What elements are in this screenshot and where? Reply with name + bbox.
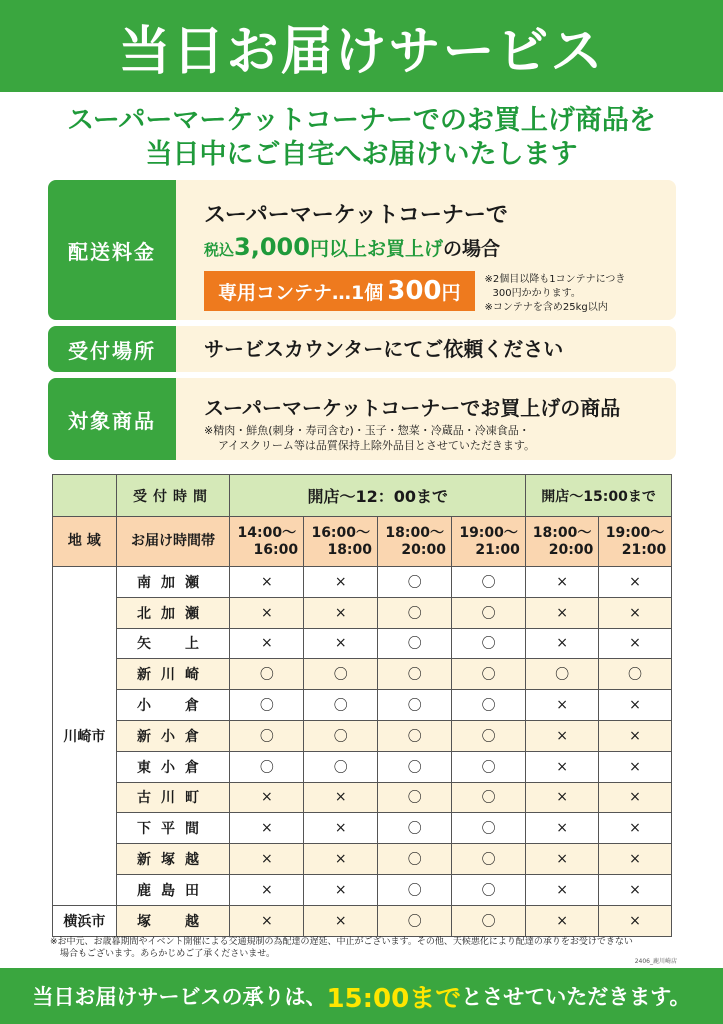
slot-header-5 [599,517,672,567]
slot-to: 21:00 [475,541,520,558]
slot-to: 20:00 [548,541,594,558]
availability-mark: 〇 [378,874,452,905]
availability-mark: × [599,813,672,844]
availability-mark: × [599,567,672,598]
availability-mark: × [599,628,672,659]
slot-to: 21:00 [621,541,667,558]
availability-mark: × [526,782,599,813]
slot-header-3 [452,517,526,567]
table-header-row2 [53,517,672,567]
fee-label: 配送料金 [48,180,176,320]
availability-mark: × [599,720,672,751]
place-body [176,326,676,372]
subtitle [0,104,723,172]
availability-mark: 〇 [230,720,304,751]
availability-mark: × [526,905,599,936]
container-price-unit: 円 [441,281,461,304]
slot-header: お届け時間帯 [116,517,230,567]
fee-line1: スーパーマーケットコーナーで [204,203,508,228]
availability-mark: 〇 [304,720,378,751]
target-body [176,378,676,460]
slot-to: 18:00 [327,541,373,558]
availability-mark: × [599,782,672,813]
fee-amount: 3,000 [234,233,310,261]
area-cell: 北加瀬 [116,597,230,628]
area-cell: 古川町 [116,782,230,813]
availability-mark: × [599,690,672,721]
availability-mark: 〇 [452,597,526,628]
slot-from: 18:00〜 [532,524,592,541]
fee-note1: ※2個目以降も1コンテナにつき [484,274,626,285]
footnote [50,936,680,960]
group2-header: 開店〜15:00まで [526,475,672,517]
table-row [53,751,672,782]
availability-mark: × [526,690,599,721]
table-row [53,874,672,905]
availability-mark: × [599,874,672,905]
availability-mark: × [599,597,672,628]
area-cell: 下平間 [116,813,230,844]
target-note1: ※精肉・鮮魚(刺身・寿司含む)・玉子・惣菜・冷蔵品・冷凍食品・ [204,424,530,437]
availability-mark: 〇 [452,751,526,782]
slot-header-2 [378,517,452,567]
area-cell: 新塚越 [116,844,230,875]
fee-container-row [204,271,676,315]
area-cell: 鹿島田 [116,874,230,905]
slot-header-1 [304,517,378,567]
availability-mark: 〇 [378,751,452,782]
title-banner [0,0,723,92]
area-cell: 南加瀬 [116,567,230,598]
fee-section [48,180,676,320]
bottom-post: とさせていただきます。 [461,985,691,1009]
table-row [53,690,672,721]
store-code: 2406_鹿川崎店 [634,958,677,965]
availability-mark: 〇 [378,567,452,598]
availability-mark: × [526,720,599,751]
slot-from: 19:00〜 [459,524,518,541]
region-header: 地 域 [53,517,117,567]
availability-mark: 〇 [452,628,526,659]
availability-mark: × [230,874,304,905]
availability-mark: × [304,597,378,628]
target-note [204,423,676,453]
availability-mark: × [304,844,378,875]
target-text: スーパーマーケットコーナーでお買上げの商品 [204,396,621,420]
availability-mark: × [526,844,599,875]
availability-mark: × [304,874,378,905]
availability-mark: × [230,597,304,628]
availability-mark: 〇 [452,782,526,813]
availability-mark: × [599,905,672,936]
fee-amount-unit: 円 [309,238,329,260]
availability-mark: 〇 [230,690,304,721]
availability-mark: 〇 [452,905,526,936]
table-row [53,813,672,844]
place-label: 受付場所 [48,326,176,372]
availability-mark: 〇 [452,690,526,721]
table-row [53,597,672,628]
area-cell: 小 倉 [116,690,230,721]
availability-mark: 〇 [378,844,452,875]
fee-note3: ※コンテナを含め25kg以内 [484,302,608,313]
availability-mark: × [230,782,304,813]
availability-mark: 〇 [378,905,452,936]
availability-mark: × [304,567,378,598]
availability-mark: × [304,813,378,844]
target-section [48,378,676,460]
fee-condition: 以上お買上げ [328,238,443,260]
availability-mark: 〇 [452,567,526,598]
availability-mark: × [304,905,378,936]
target-label: 対象商品 [48,378,176,460]
area-cell: 新川崎 [116,659,230,690]
area-cell: 新小倉 [116,720,230,751]
availability-mark: 〇 [230,659,304,690]
fee-particle: の場合 [442,238,500,260]
availability-mark: 〇 [378,628,452,659]
slot-from: 16:00〜 [311,524,371,541]
availability-mark: 〇 [304,690,378,721]
availability-mark: × [526,874,599,905]
table-row [53,905,672,936]
availability-mark: 〇 [452,659,526,690]
availability-mark: 〇 [452,720,526,751]
availability-mark: × [230,567,304,598]
slot-from: 19:00〜 [605,524,665,541]
region-cell: 横浜市 [53,905,117,936]
bottom-pre: 当日お届けサービスの承りは、 [32,985,327,1009]
slot-header-0 [230,517,304,567]
availability-mark: × [304,628,378,659]
place-text: サービスカウンターにてご依頼ください [204,337,564,361]
container-label: 専用コンテナ…1個 [218,281,384,304]
availability-mark: 〇 [378,782,452,813]
availability-mark: 〇 [452,874,526,905]
container-price-badge [204,271,475,311]
area-cell: 塚 越 [116,905,230,936]
availability-mark: 〇 [378,813,452,844]
table-row [53,567,672,598]
availability-mark: × [230,905,304,936]
region-cell: 川崎市 [53,567,117,906]
header-blank [53,475,117,517]
table-header-row1 [53,475,672,517]
target-note2: アイスクリーム等は品質保持上除外品目とさせていただきます。 [218,439,536,452]
availability-mark: × [599,844,672,875]
availability-mark: × [599,751,672,782]
footnote-line1: ※お中元、お歳暮期間やイベント開催による交通規制の為配達の遅延、中止がございます。その他、天候悪化により配達の承りをお受けできない [50,937,633,947]
fee-notes [485,273,626,315]
availability-mark: 〇 [452,844,526,875]
availability-mark: × [304,782,378,813]
page-title: 当日お届けサービス [118,21,605,82]
fee-line2 [204,233,676,261]
availability-mark: 〇 [452,813,526,844]
slot-header-4 [526,517,599,567]
area-cell: 矢 上 [116,628,230,659]
place-section [48,326,676,372]
bottom-time: 15:00まで [326,983,462,1014]
availability-mark: × [526,751,599,782]
availability-mark: 〇 [599,659,672,690]
bottom-banner [0,968,723,1024]
availability-mark: × [230,628,304,659]
availability-mark: 〇 [526,659,599,690]
availability-mark: × [526,597,599,628]
availability-mark: 〇 [304,751,378,782]
group1-header: 開店〜12：00まで [230,475,526,517]
footnote-line2: 場合もございます。あらかじめご了承くださいませ。 [60,949,276,959]
table-row [53,628,672,659]
availability-mark: 〇 [378,690,452,721]
table-row [53,659,672,690]
availability-mark: 〇 [378,597,452,628]
availability-mark: 〇 [378,720,452,751]
fee-body [176,180,676,320]
availability-mark: 〇 [304,659,378,690]
subtitle-line1: スーパーマーケットコーナーでのお買上げ商品を [67,105,656,136]
reception-time-header: 受付時間 [116,475,230,517]
availability-mark: × [526,628,599,659]
availability-mark: 〇 [230,751,304,782]
slot-to: 16:00 [253,541,299,558]
table-row [53,720,672,751]
container-price: 300 [387,276,442,306]
delivery-schedule-table [52,474,672,937]
fee-tax-prefix: 税込 [204,241,235,259]
availability-mark: × [230,844,304,875]
table-row [53,844,672,875]
slot-to: 20:00 [401,541,446,558]
slot-from: 14:00〜 [237,524,297,541]
availability-mark: × [526,567,599,598]
availability-mark: × [230,813,304,844]
availability-mark: 〇 [378,659,452,690]
area-cell: 東小倉 [116,751,230,782]
availability-mark: × [526,813,599,844]
table-row [53,782,672,813]
subtitle-line2: 当日中にご自宅へお届けいたします [145,139,578,170]
fee-note2: 300円かかります。 [492,288,581,299]
slot-from: 18:00〜 [385,524,444,541]
